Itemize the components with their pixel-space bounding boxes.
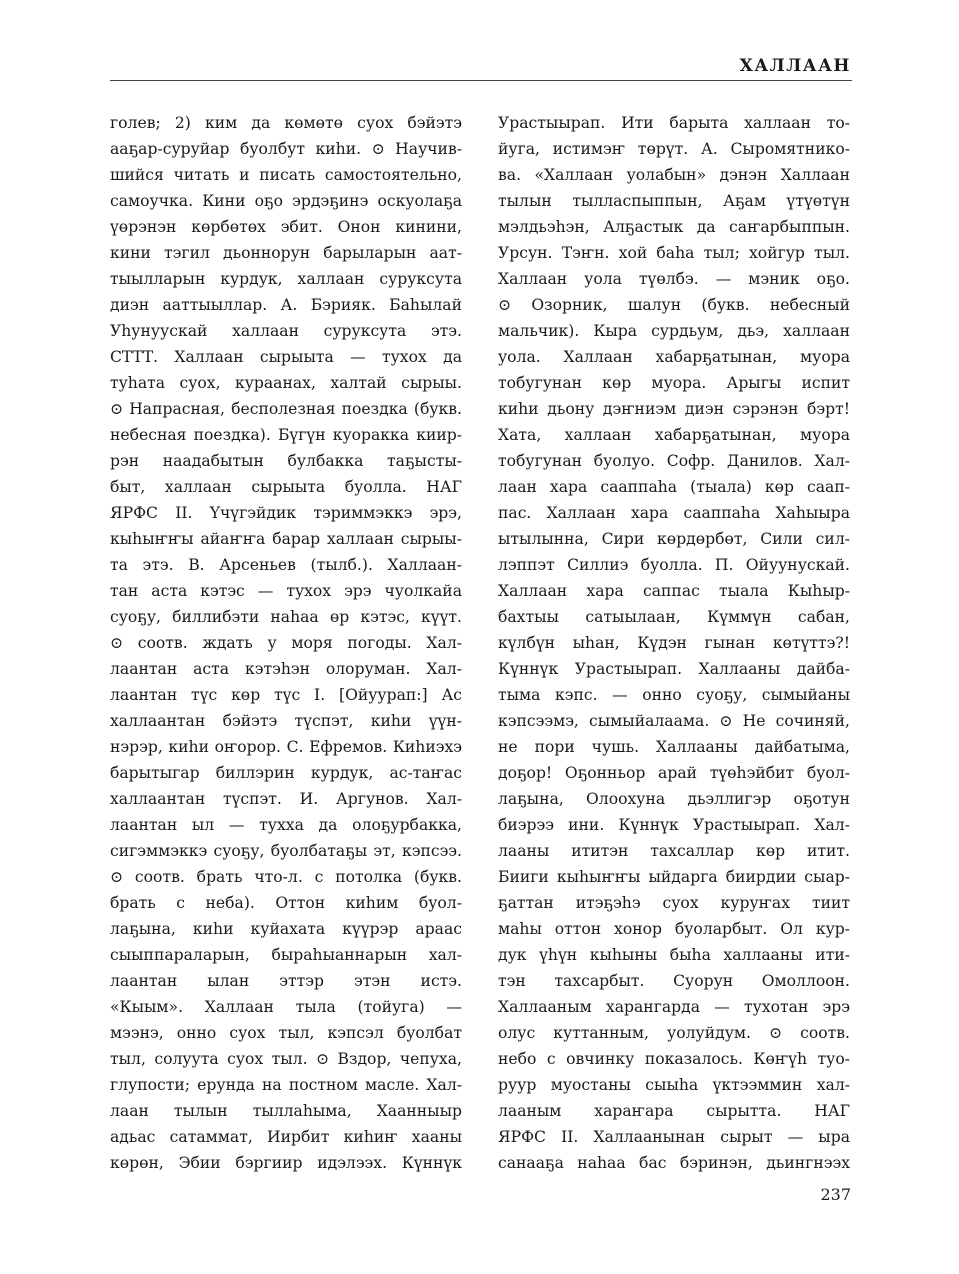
text-line: ⊙ соотв. ждать у моря погоды. Хал- <box>110 634 462 652</box>
text-line: үөрэнэн көрбөтөх эбит. Онон кинини, <box>110 218 462 236</box>
text-line: брать с неба). Оттон киһим буол- <box>110 894 462 912</box>
text-line: ЯРФС II. Халлаанынан сырыт — ыра <box>498 1128 850 1146</box>
text-line: туһата суох, кураанах, халтай сырыы. <box>110 374 462 392</box>
text-line: Урастыырап. Ити барыта халлаан то- <box>498 114 850 132</box>
text-line: ⊙ соотв. брать что-л. с потолка (букв. <box>110 868 462 886</box>
text-line: ЯРФС II. Үчүгэйдик тэриммэккэ эрэ, <box>110 504 462 522</box>
text-line: «Кыым». Халлаан тыла (тойуга) — <box>110 998 462 1016</box>
text-line: биэрээ ини. Күннүк Урастыырап. Хал- <box>498 816 850 834</box>
right-column <box>498 110 850 1176</box>
text-line: тобугунан буолуо. Софр. Данилов. Хал- <box>498 452 850 470</box>
text-line: Халлаан уола түөлбэ. — мэник оҕо. <box>498 270 850 288</box>
text-line: Хата, халлаан хабарҕатынан, муора <box>498 426 850 444</box>
text-line: та этэ. В. Арсеньев (тылб.). Халлаан- <box>110 556 462 574</box>
text-line: санааҕа наһаа бас бэринэн, дьингнээх <box>498 1154 850 1172</box>
text-line: Халлааным харангарда — тухотан эрэ <box>498 998 850 1016</box>
text-line: пас. Халлаан хара сааппаһа Хаһыыра <box>498 504 850 522</box>
text-line: суоҕу, биллибэти наһаа өр кэтэс, күүт. <box>110 608 462 626</box>
text-line: ытылынна, Сири көрдөрбөт, Сили сил- <box>498 530 850 548</box>
text-line: көрөн, Эбии бэргиир идэлээх. Күннүк <box>110 1154 462 1172</box>
text-line: Бииги кыһыҥҥы ыйдарга биирдии сыар- <box>498 868 850 886</box>
text-line: Халлаан хара саппас тыала Кыһыр- <box>498 582 850 600</box>
left-column <box>110 110 462 1176</box>
text-line: шийся читать и писать самостоятельно, <box>110 166 462 184</box>
text-line: бахтыы сатыылаан, Күммүн сабан, <box>498 608 850 626</box>
text-line: лааным хараҥара сырытта. НАГ <box>498 1102 850 1120</box>
text-line: маһы оттон хонор буоларбыт. Ол кур- <box>498 920 850 938</box>
text-line: Уһунуускай халлаан суруксута этэ. <box>110 322 462 340</box>
text-line: самоучка. Кини оҕо эрдэҕинэ оскуолаҕа <box>110 192 462 210</box>
text-line: нэрэр, киһи оҥорор. С. Ефремов. Киһиэхэ <box>110 738 462 756</box>
text-line: уола. Халлаан хабарҕатынан, муора <box>498 348 850 366</box>
text-line: доҕор! Оҕонньор арай түөһэйбит буол- <box>498 764 850 782</box>
text-line: Күннүк Урастыырап. Халлааны дайба- <box>498 660 850 678</box>
header-rule <box>110 80 852 81</box>
text-line: ҕаттан итэҕэһэ суох куруҥах тиит <box>498 894 850 912</box>
text-line: ааҕар-суруйар буолбут киһи. ⊙ Научив- <box>110 140 462 158</box>
text-line: йуга, истимэҥ төрүт. А. Сыромятнико- <box>498 140 850 158</box>
text-line: лаантан ыл — тухха да олоҕурбакка, <box>110 816 462 834</box>
text-line: лаантан ылан эттэр этэн истэ. <box>110 972 462 990</box>
text-line: ва. «Халлаан уолабын» дэнэн Халлаан <box>498 166 850 184</box>
text-line: тыл, солуута суох тыл. ⊙ Вздор, чепуха, <box>110 1050 462 1068</box>
text-line: олус куттанным, уолуйдум. ⊙ соотв. <box>498 1024 850 1042</box>
text-line: лаан хара сааппаһа (тыала) көр саап- <box>498 478 850 496</box>
text-line: лаҕына, киһи куйахата күүрэр араас <box>110 920 462 938</box>
text-line: киһи дьону дэҥниэм диэн сэрэнэн бэрт! <box>498 400 850 418</box>
text-line: адьас сатаммат, Иирбит киһиҥ хааны <box>110 1128 462 1146</box>
text-line: рэн наадабытын булбакка таҕысты- <box>110 452 462 470</box>
text-line: сыыппараларын, быраһыаннарын хал- <box>110 946 462 964</box>
text-line: лаан тылын тыллаһыма, Хаанныыр <box>110 1102 462 1120</box>
text-line: лаантан аста кэтэһэн олоруман. Хал- <box>110 660 462 678</box>
text-line: руур муостаны сыыһа үктээммин хал- <box>498 1076 850 1094</box>
text-line: диэн ааттыыллар. А. Бэрияк. Баһылай <box>110 296 462 314</box>
text-line: лэппэт Силлиэ буолла. П. Ойуунускай. <box>498 556 850 574</box>
text-line: кыһыҥҥы айаҥҥа барар халлаан сырыы- <box>110 530 462 548</box>
text-line: мэлдьэһэн, Алҕастык да саҥарбыппын. <box>498 218 850 236</box>
text-line: кэпсээмэ, сымыйалаама. ⊙ Не сочиняй, <box>498 712 850 730</box>
text-line: СТТТ. Халлаан сырыыта — тухох да <box>110 348 462 366</box>
text-line: халлаантан бэйэтэ түспэт, киһи үүн- <box>110 712 462 730</box>
text-line: тыылларын курдук, халлаан суруксута <box>110 270 462 288</box>
text-line: лааны ититэн тахсаллар көр итит. <box>498 842 850 860</box>
text-line: дук үһүн кыһыны быһа халлааны ити- <box>498 946 850 964</box>
text-line: мальчик). Кыра сурдьум, дьэ, халлаан <box>498 322 850 340</box>
text-line: быт, халлаан сырыыта буолла. НАГ <box>110 478 462 496</box>
text-line: тэн тахсарбыт. Суорун Омоллоон. <box>498 972 850 990</box>
text-line: мээнэ, онно суох тыл, кэпсэл буолбат <box>110 1024 462 1042</box>
text-line: тыма кэпс. — онно суоҕу, сымыйаны <box>498 686 850 704</box>
text-line: күлбүн ыһан, Күдэн гынан көтүттэ?! <box>498 634 850 652</box>
text-line: не пори чушь. Халлааны дайбатыма, <box>498 738 850 756</box>
text-line: небесная поездка). Бүгүн куоракка киир- <box>110 426 462 444</box>
text-line: барытыгар биллэрин курдук, ас-таҥас <box>110 764 462 782</box>
page-number: 237 <box>820 1185 851 1204</box>
text-line: тобугунан көр муора. Арыгы испит <box>498 374 850 392</box>
text-line: Урсун. Тэҥн. хой баһа тыл; хойгур тыл. <box>498 244 850 262</box>
text-line: лаантан түс көр түс I. [Ойуурап:] Ас <box>110 686 462 704</box>
text-line: голев; 2) ким да көмөтө суох бэйэтэ <box>110 114 462 132</box>
text-line: тан аста кэтэс — тухох эрэ чуолкайа <box>110 582 462 600</box>
text-line: сигэммэккэ суоҕу, буолбатаҕы эт, кэпсээ. <box>110 842 462 860</box>
text-line: кини тэгил дьоннорун барыларын аат- <box>110 244 462 262</box>
text-line: ⊙ Озорник, шалун (букв. небесный <box>498 296 850 314</box>
text-line: лаҕына, Олоохуна дьэллигэр оҕотун <box>498 790 850 808</box>
text-line: небо с овчинку показалось. Көҥүһ туо- <box>498 1050 850 1068</box>
text-line: глупости; ерунда на постном масле. Хал- <box>110 1076 462 1094</box>
text-line: халлаантан түспэт. И. Аргунов. Хал- <box>110 790 462 808</box>
text-line: тылын тылласпыппын, Аҕам үтүөтүн <box>498 192 850 210</box>
running-head: ХАЛЛААН <box>739 56 851 76</box>
text-line: ⊙ Напрасная, бесполезная поездка (букв. <box>110 400 462 418</box>
